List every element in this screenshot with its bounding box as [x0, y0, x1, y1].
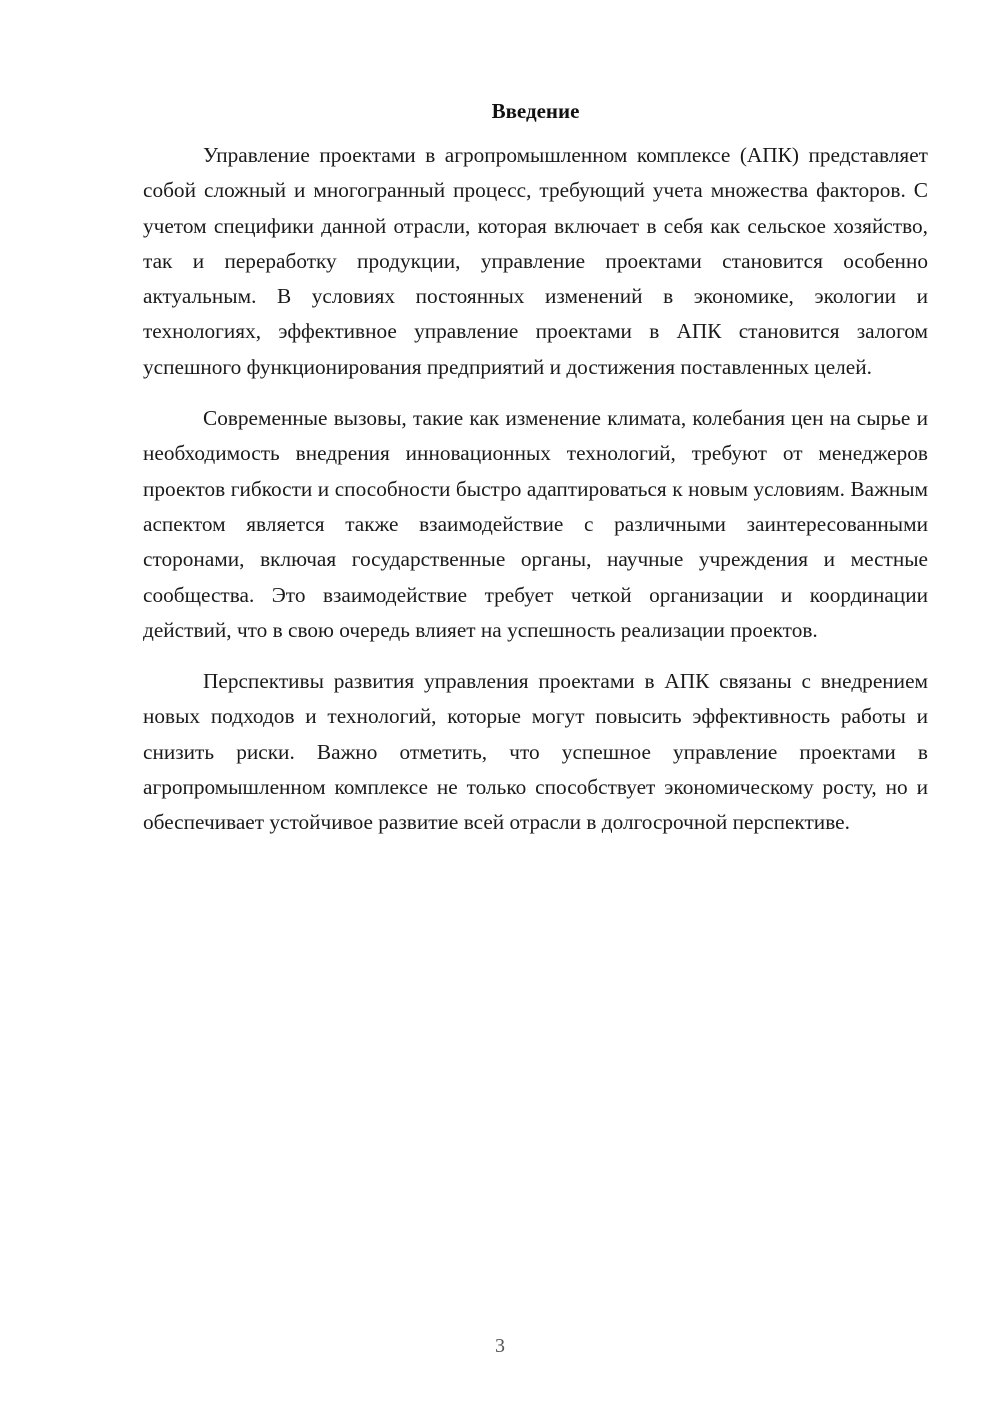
page-content	[143, 97, 928, 857]
paragraph-2: Современные вызовы, такие как изменение климата, колебания цен на сырье и необходимость внедрения инновационных технологий, требуют от менеджеров проектов гибкости и способности быстро адаптироваться к новым условиям. Важным аспектом является также взаимодействие с различными заинтересованными сторонами, включая государственные органы, научные учреждения и местные сообщества. Это взаимодействие требует четкой организации и координации действий, что в свою очередь влияет на успешность реализации проектов.	[143, 406, 928, 642]
page-number: 3	[495, 1335, 505, 1357]
paragraph-3: Перспективы развития управления проектами в АПК связаны с внедрением новых подходов и технологий, которые могут повысить эффективность работы и снизить риски. Важно отметить, что успешное управление проектами в агропромышленном комплексе не только способствует экономическому росту, но и обеспечивает устойчивое развитие всей отрасли в долгосрочной перспективе.	[143, 669, 928, 835]
paragraph-1: Управление проектами в агропромышленном комплексе (АПК) представляет собой сложный и многогранный процесс, требующий учета множества факторов. С учетом специфики данной отрасли, которая включает в себя как сельское хозяйство, так и переработку продукции, управление проектами становится особенно актуальным. В условиях постоянных изменений в экономике, экологии и технологиях, эффективное управление проектами в АПК становится залогом успешного функционирования предприятий и достижения поставленных целей.	[143, 143, 928, 379]
section-title: Введение	[491, 99, 580, 123]
